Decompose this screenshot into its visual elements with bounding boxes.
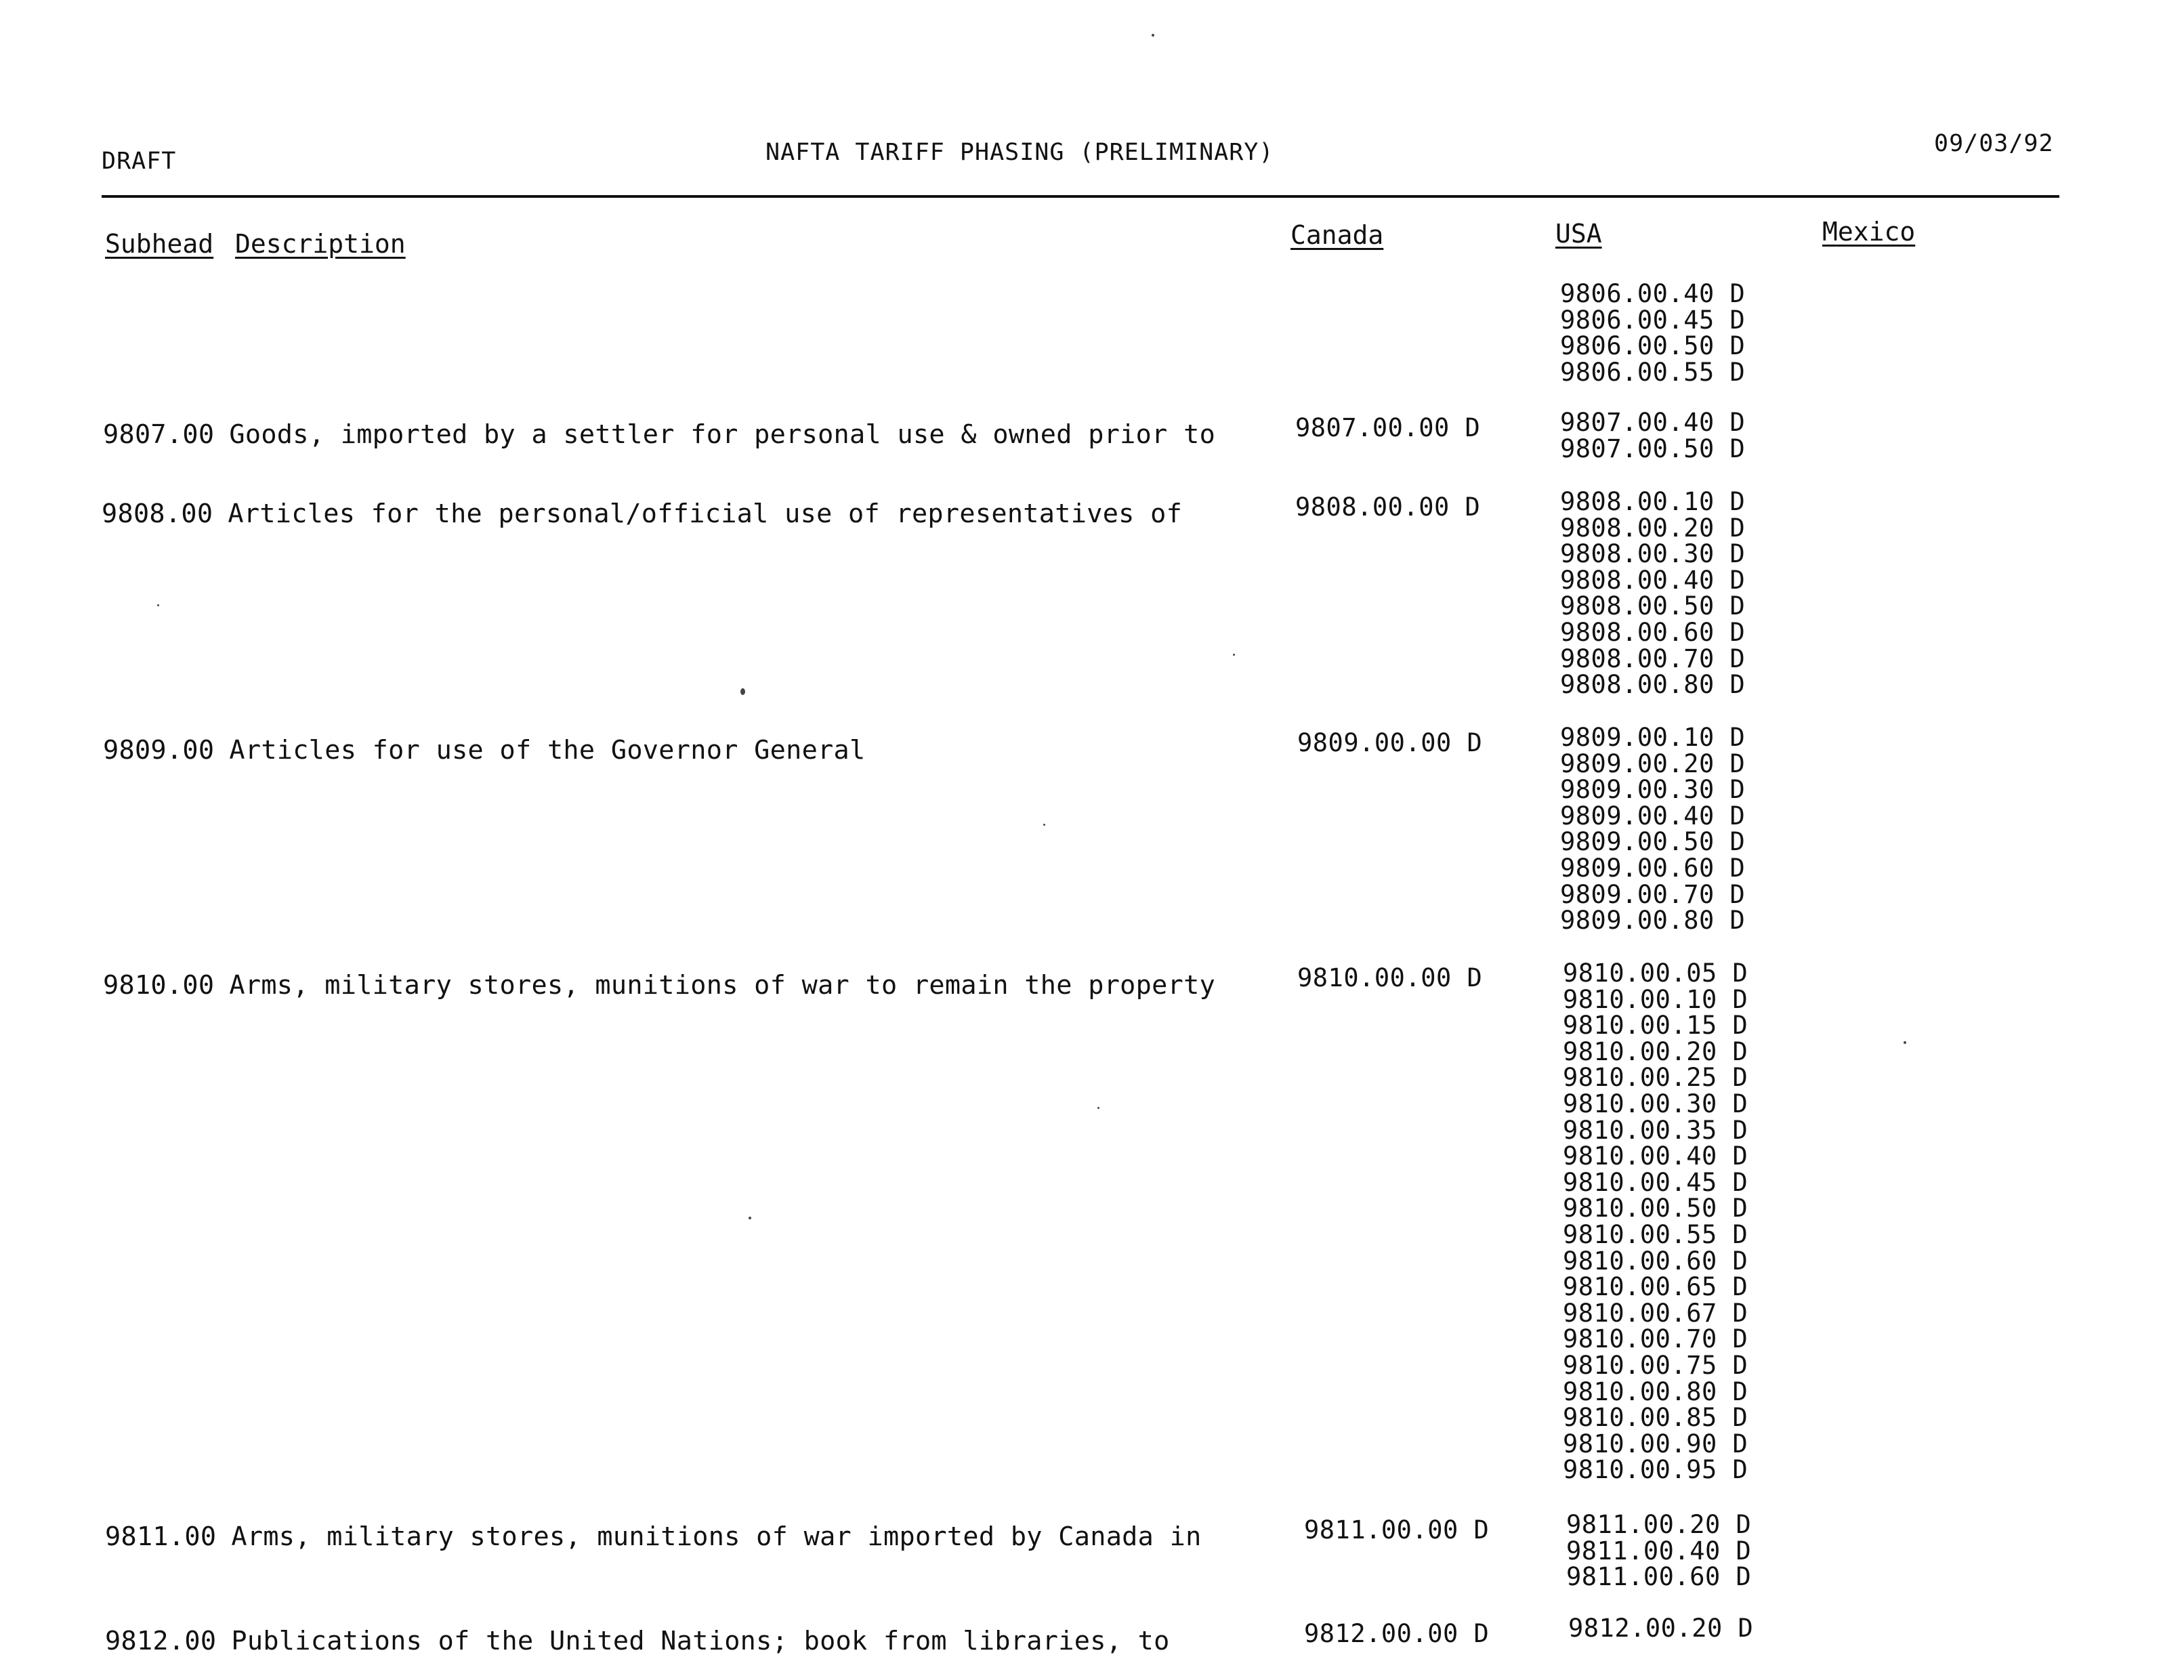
- column-header-usa: USA: [1555, 219, 1602, 249]
- usa-code: 9810.00.75 D: [1563, 1350, 1748, 1380]
- column-header-description: Description: [235, 229, 406, 259]
- header-rule: [102, 195, 2059, 198]
- usa-code: 9810.00.30 D: [1563, 1089, 1748, 1118]
- usa-code: 9809.00.50 D: [1560, 827, 1746, 857]
- table-row: [102, 499, 1182, 529]
- usa-code: 9809.00.30 D: [1560, 775, 1746, 805]
- row-subhead: 9807.00: [103, 419, 215, 450]
- usa-code: 9810.00.40 D: [1563, 1141, 1748, 1171]
- table-row: [103, 970, 1215, 1001]
- usa-code: 9810.00.10 D: [1563, 984, 1748, 1014]
- usa-code: 9812.00.20 D: [1568, 1614, 1754, 1643]
- scan-speck: [749, 1217, 751, 1219]
- usa-code: 9808.00.10 D: [1560, 487, 1746, 516]
- scan-speck: [1904, 1041, 1906, 1044]
- usa-code: 9807.00.40 D: [1560, 408, 1746, 437]
- row-usa-codes: [1566, 1512, 1751, 1591]
- usa-code: 9810.00.95 D: [1563, 1455, 1748, 1485]
- usa-code: 9811.00.40 D: [1566, 1536, 1752, 1566]
- row-canada-code: 9809.00.00 D: [1297, 728, 1483, 757]
- row-description: Goods, imported by a settler for personal use & owned prior to: [229, 419, 1216, 450]
- usa-code: 9808.00.80 D: [1560, 670, 1746, 700]
- row-description: Arms, military stores, munitions of war to remain the property: [229, 970, 1216, 1001]
- usa-code: 9811.00.60 D: [1566, 1562, 1752, 1592]
- row-usa-codes: [1560, 489, 1745, 698]
- table-row: [105, 1521, 1202, 1552]
- row-usa-codes: [1560, 725, 1745, 934]
- usa-code: 9806.00.50 D: [1560, 331, 1746, 361]
- usa-code: 9808.00.30 D: [1560, 539, 1746, 569]
- row-subhead: 9811.00: [105, 1521, 217, 1552]
- table-row: [103, 735, 866, 765]
- scan-speck: [740, 688, 745, 695]
- row-subhead: 9810.00: [103, 970, 215, 1001]
- usa-code: 9810.00.25 D: [1563, 1063, 1748, 1093]
- row-usa-codes: [1563, 961, 1748, 1484]
- table-row: [103, 419, 1215, 450]
- usa-code: 9810.00.55 D: [1563, 1219, 1748, 1249]
- usa-code: 9808.00.40 D: [1560, 565, 1746, 595]
- usa-code: 9810.00.80 D: [1563, 1377, 1748, 1406]
- usa-code: 9806.00.45 D: [1560, 305, 1746, 335]
- scan-speck: [1043, 824, 1045, 826]
- usa-code: 9806.00.55 D: [1560, 357, 1746, 387]
- row-usa-codes: [1560, 410, 1745, 462]
- usa-code: 9809.00.70 D: [1560, 879, 1746, 909]
- row-canada-code: 9807.00.00 D: [1295, 413, 1481, 442]
- scan-speck: [1152, 34, 1154, 37]
- row-description: Articles for use of the Governor General: [229, 735, 866, 765]
- usa-code: 9810.00.05 D: [1563, 959, 1748, 988]
- scan-speck: [1233, 654, 1235, 656]
- usa-code: 9810.00.67 D: [1563, 1298, 1748, 1328]
- row-subhead: 9809.00: [103, 735, 215, 765]
- usa-code: 9806.00.40 D: [1560, 279, 1746, 308]
- usa-code: 9810.00.90 D: [1563, 1429, 1748, 1458]
- row-subhead: 9812.00: [105, 1626, 217, 1656]
- usa-code: 9810.00.20 D: [1563, 1036, 1748, 1066]
- row-subhead: 9808.00: [102, 499, 213, 529]
- scan-speck: [1097, 1107, 1099, 1109]
- usa-code: 9809.00.80 D: [1560, 906, 1746, 936]
- usa-code: 9810.00.65 D: [1563, 1272, 1748, 1302]
- row-description: Arms, military stores, munitions of war imported by Canada in: [231, 1521, 1202, 1552]
- row-description: Articles for the personal/official use of representatives of: [228, 499, 1183, 529]
- table-row: [105, 1626, 1170, 1656]
- carryover-usa-codes: [1560, 281, 1745, 385]
- usa-code: 9808.00.60 D: [1560, 617, 1746, 647]
- row-canada-code: 9810.00.00 D: [1297, 963, 1483, 992]
- usa-code: 9808.00.20 D: [1560, 513, 1746, 543]
- usa-code: 9807.00.50 D: [1560, 434, 1746, 463]
- usa-code: 9809.00.10 D: [1560, 723, 1746, 752]
- usa-code: 9810.00.45 D: [1563, 1167, 1748, 1197]
- usa-code: 9808.00.70 D: [1560, 644, 1746, 673]
- usa-code: 9809.00.20 D: [1560, 749, 1746, 778]
- usa-code: 9810.00.15 D: [1563, 1011, 1748, 1041]
- usa-code: 9810.00.50 D: [1563, 1194, 1748, 1223]
- row-description: Publications of the United Nations; book from libraries, to: [231, 1626, 1170, 1656]
- usa-code: 9809.00.40 D: [1560, 801, 1746, 831]
- row-canada-code: 9812.00.00 D: [1304, 1619, 1490, 1648]
- column-header-subhead: Subhead: [105, 229, 214, 259]
- column-header-canada: Canada: [1290, 220, 1384, 250]
- usa-code: 9810.00.85 D: [1563, 1403, 1748, 1433]
- usa-code: 9810.00.35 D: [1563, 1115, 1748, 1145]
- document-date: 09/03/92: [1934, 130, 2054, 157]
- usa-code: 9809.00.60 D: [1560, 853, 1746, 883]
- usa-code: 9808.00.50 D: [1560, 591, 1746, 621]
- usa-code: 9811.00.20 D: [1566, 1510, 1752, 1539]
- document-title: NAFTA TARIFF PHASING (PRELIMINARY): [765, 139, 1274, 166]
- column-header-mexico: Mexico: [1822, 217, 1916, 247]
- row-usa-codes: [1568, 1616, 1753, 1642]
- usa-code: 9810.00.60 D: [1563, 1246, 1748, 1276]
- draft-label: DRAFT: [102, 148, 177, 175]
- usa-code: 9810.00.70 D: [1563, 1324, 1748, 1354]
- scan-speck: [157, 604, 159, 606]
- row-canada-code: 9808.00.00 D: [1295, 492, 1481, 522]
- row-canada-code: 9811.00.00 D: [1304, 1515, 1490, 1545]
